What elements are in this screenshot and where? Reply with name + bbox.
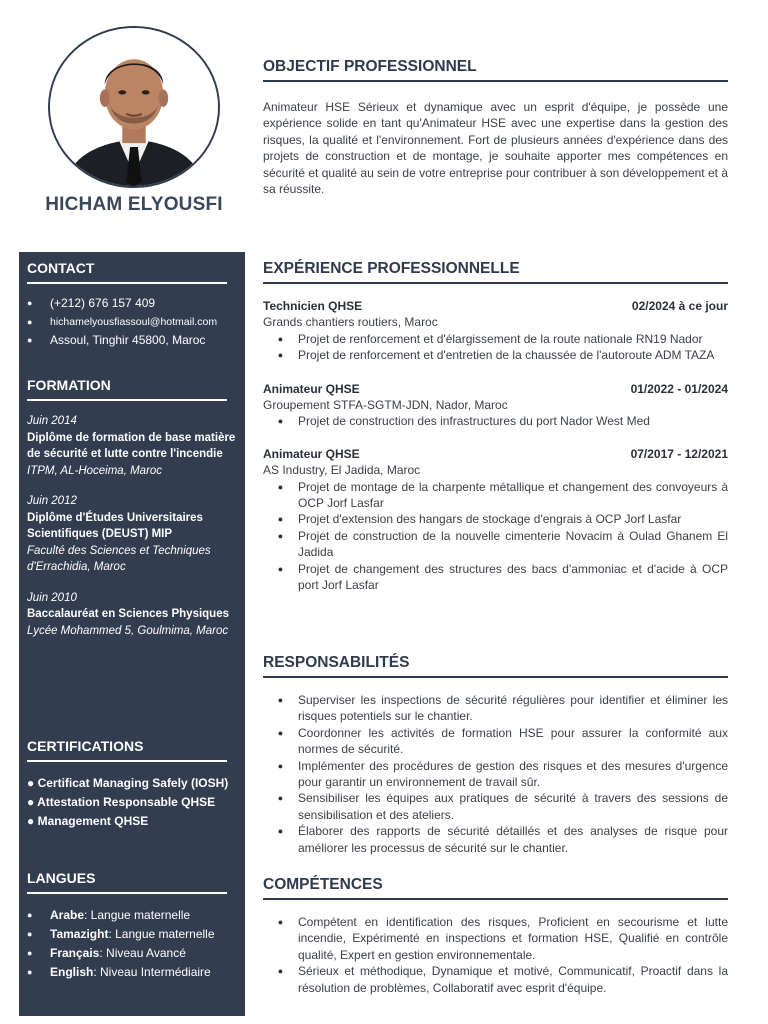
job-company: AS Industry, El Jadida, Maroc [263,463,421,478]
bullet-dot-icon: ● [277,514,284,525]
job-tasks [263,331,728,364]
langue-item: ● Tamazight : Langue maternelle [27,925,239,944]
formation-section [27,369,239,653]
bullet-dot-icon: ● [27,910,33,920]
candidate-name: HICHAM ELYOUSFI [45,194,223,215]
responsabilites-heading: RESPONSABILITÉS [263,654,728,678]
formation-school: Lycée Mohammed 5, Goulmima, Maroc [27,624,229,637]
responsabilite-item: ● Sensibiliser les équipes aux pratiques de sécurité à travers des sessions de sensibilisation et des ateliers. [263,790,728,823]
contact-address: ● Assoul, Tinghir 45800, Maroc [27,331,239,350]
bullet-dot-icon: ● [27,948,33,958]
competence-item: ● Compétent en identification des risques, Proficient en secourisme et lutte incendie, Expérimenté en inspections et formation HSE, Qualifié en contrôle qualité, Expert en gestion environnementale. [263,914,728,963]
job-dates: 07/2017 - 12/2021 [630,446,728,461]
job-item [263,446,728,594]
langues-section [27,862,239,982]
job-title: Technicien QHSE [263,299,363,313]
responsabilite-item: ● Coordonner les activités de formation HSE pour assurer la conformité aux normes de sécurité. [263,725,728,758]
bullet-dot-icon: ● [27,298,33,308]
certification-item: ● Management QHSE [27,814,149,828]
formation-heading: FORMATION [27,369,227,401]
bullet-dot-icon: ● [277,917,284,927]
bullet-dot-icon: ● [277,530,284,541]
contact-section [27,252,239,350]
contact-heading: CONTACT [27,252,227,284]
formation-list [27,413,239,639]
competence-item: ● Sérieux et méthodique, Dynamique et motivé, Communicatif, Proactif dans la résolution de problèmes, Collaboratif avec esprit d'équipe. [263,963,728,996]
responsabilites-list [263,692,728,856]
responsabilite-item: ● Implémenter des procédures de gestion des risques et des mesures d'urgence pour garantir un environnement de travail sûr. [263,758,728,791]
task-item: ● Projet de renforcement et d'entretien de la chaussée de l'autoroute ADM TAZA [263,347,728,363]
bullet-dot-icon: ● [277,727,284,738]
langue-item: ● English : Niveau Intermédiaire [27,963,239,982]
bullet-dot-icon: ● [277,695,284,705]
bullet-dot-icon: ● [277,793,284,804]
formation-degree: Baccalauréat en Sciences Physiques [27,608,229,620]
certification-item: ● Attestation Responsable QHSE [27,795,216,809]
formation-school: ITPM, AL-Hoceima, Maroc [27,464,163,477]
contact-email[interactable]: ● hichamelyousfiassoul@hotmail.com [27,313,239,332]
bullet-dot-icon: ● [277,760,284,771]
contact-phone: ● (+212) 676 157 409 [27,294,239,313]
formation-degree: Diplôme d'Études Universitaires Scientifiques (DEUST) MIP [27,511,203,540]
job-item [263,381,728,430]
langues-list [27,906,239,982]
formation-item [27,590,239,640]
certifications-heading: CERTIFICATIONS [27,730,227,762]
job-title: Animateur QHSE [263,381,360,396]
responsabilite-item: ● Élaborer des rapports de sécurité détaillés et des analyses de risque pour améliorer les processus de sécurité sur le chantier. [263,823,728,856]
responsabilite-item: ● Superviser les inspections de sécurité régulières pour identifier et éliminer les risques potentiels sur le chantier. [263,692,728,725]
bullet-dot-icon: ● [277,481,284,492]
bullet-dot-icon: ● [277,416,284,427]
competences-list [263,914,728,996]
sidebar [19,252,245,1016]
objectif-heading: OBJECTIF PROFESSIONNEL [263,58,728,82]
portrait-image [50,28,218,186]
bullet-dot-icon: ● [277,563,284,574]
task-item: ● Projet de changement des structures des bacs d'ammoniac et d'acide à OCP port Jorf Lasfar [263,561,728,594]
responsabilites-section [263,654,728,856]
langue-item: ● Arabe : Langue maternelle [27,906,239,925]
bullet-dot-icon: ● [27,967,33,977]
task-item: ● Projet de montage de la charpente métallique et changement des convoyeurs à OCP Jorf Lasfar [263,479,728,512]
formation-date: Juin 2010 [27,591,77,604]
contact-list [27,294,239,350]
certifications-section [27,730,239,831]
bullet-dot-icon: ● [277,350,284,361]
formation-degree: Diplôme de formation de base matière de sécurité et lutte contre l'incendie [27,431,236,460]
bullet-dot-icon: ● [277,333,284,344]
task-item: ● Projet de construction des infrastructures du port Nador West Med [263,413,728,429]
job-item [263,298,728,364]
bullet-dot-icon: ● [277,826,284,837]
task-item: ● Projet d'extension des hangars de stockage d'engrais à OCP Jorf Lasfar [263,511,728,527]
bullet-dot-icon: ● [27,316,33,327]
formation-school: Faculté des Sciences et Techniques d'Errachidia, Maroc [27,544,211,573]
bullet-dot-icon: ● [27,929,33,939]
objectif-section [263,58,728,197]
formation-date: Juin 2012 [27,495,77,507]
langue-item: ● Français : Niveau Avancé [27,944,239,963]
task-item: ● Projet de renforcement et d'élargissement de la route nationale RN19 Nador [263,331,728,347]
langues-heading: LANGUES [27,862,227,894]
formation-item [27,413,239,479]
job-tasks [263,479,728,594]
job-company: Groupement STFA-SGTM-JDN, Nador, Maroc [263,398,508,413]
competences-section [263,876,728,996]
formation-date: Juin 2014 [27,415,77,427]
job-title: Animateur QHSE [263,446,360,461]
job-dates: 01/2022 - 01/2024 [630,381,728,396]
competences-heading: COMPÉTENCES [263,876,728,900]
profile-photo [48,26,220,188]
certification-item: ● Certificat Managing Safely (IOSH) [27,776,229,790]
bullet-dot-icon: ● [277,966,284,977]
objectif-text: Animateur HSE Sérieux et dynamique avec un esprit d'équipe, je possède une expérience solide en tant qu'Animateur HSE avec une expertise dans la gestion des risques, la qualité et l'environnement. Fort de plusieurs années d'expérience dans des projets de construction et de montage, je souhaite apporter mes compétences en sécurité et qualité au sein de votre entreprise pour contribuer à son développement et à sa réussite. [263,100,728,197]
job-company: Grands chantiers routiers, Maroc [263,315,438,330]
task-item: ● Projet de construction de la nouvelle cimenterie Novacim à Oulad Ghanem El Jadida [263,528,728,561]
experience-heading: EXPÉRIENCE PROFESSIONNELLE [263,260,728,284]
experience-section [263,260,728,594]
bullet-dot-icon: ● [27,335,33,345]
job-tasks [263,413,728,429]
certifications-list [27,774,239,831]
job-dates: 02/2024 à ce jour [631,299,728,313]
formation-item [27,493,239,576]
